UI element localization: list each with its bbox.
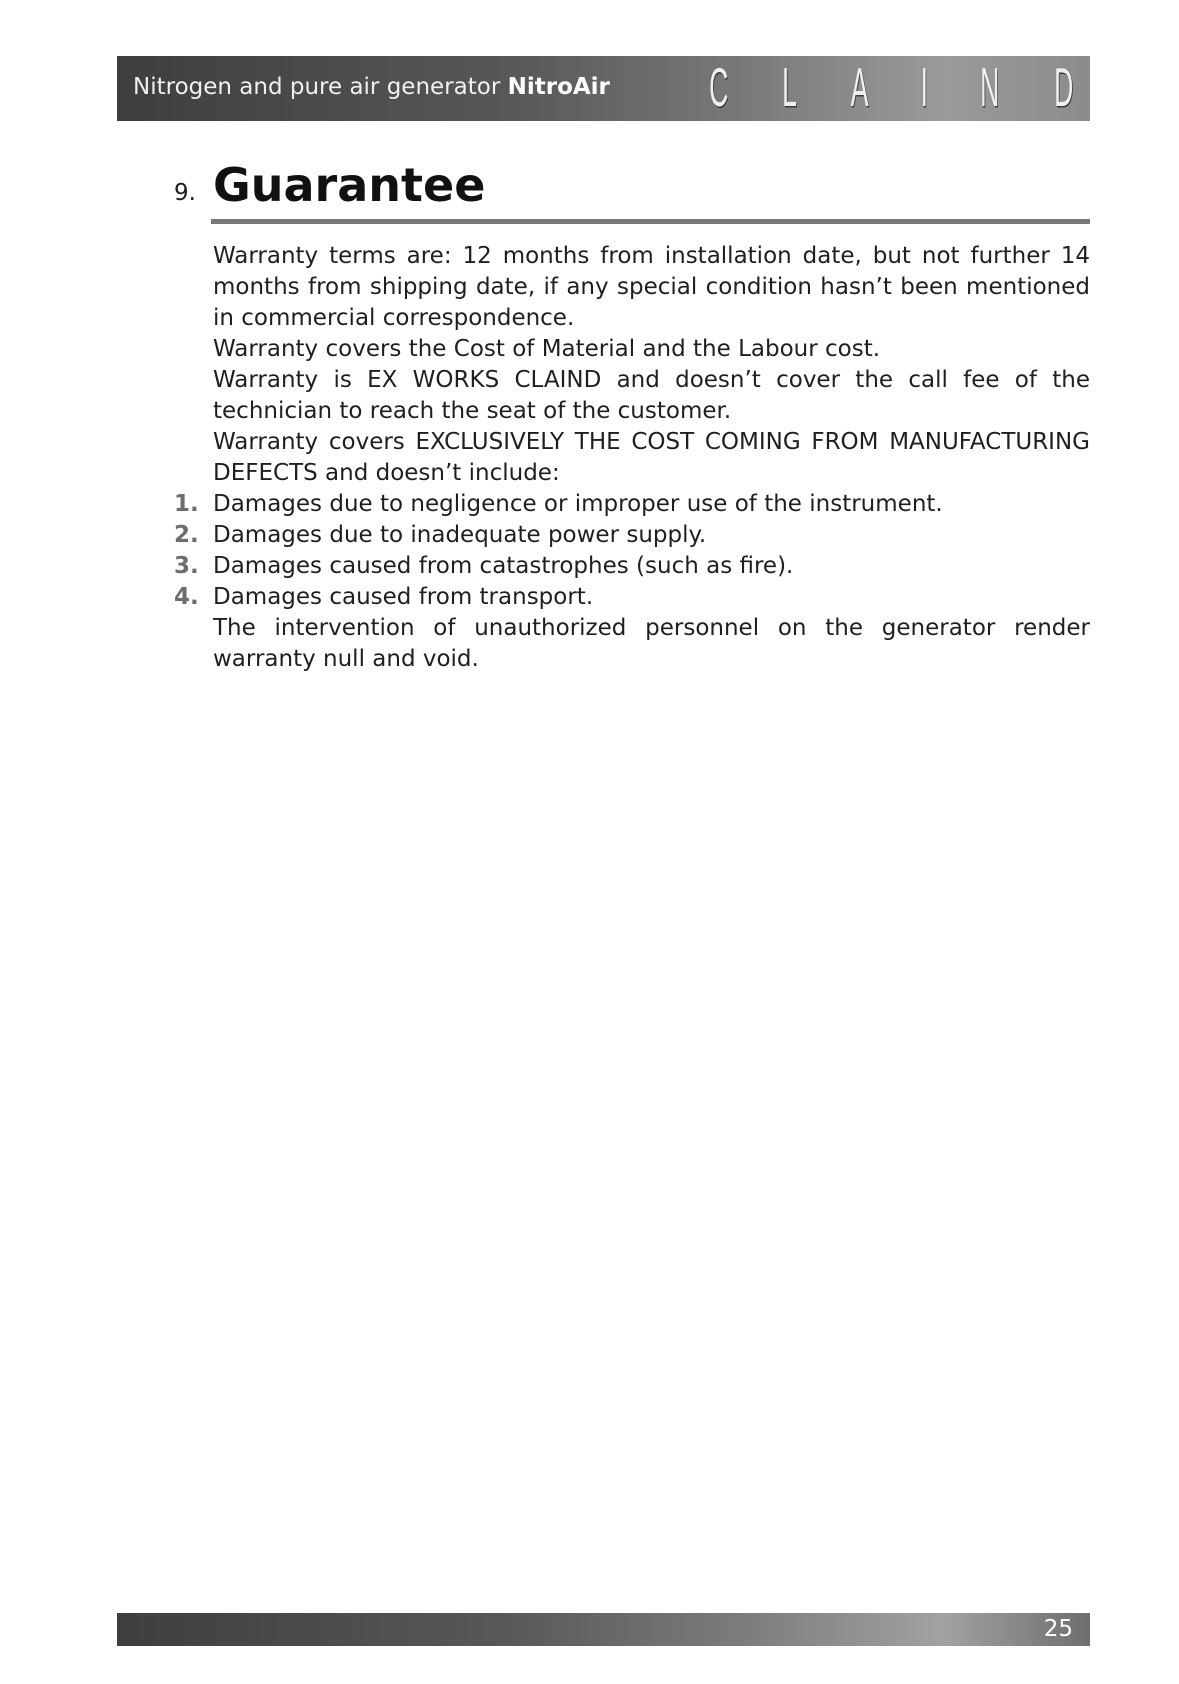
logo-letter: N <box>979 57 999 119</box>
section-body <box>174 241 1090 675</box>
paragraph-warranty-covers: Warranty covers the Cost of Material and the Labour cost. <box>213 336 881 362</box>
list-number: 1. <box>174 491 199 517</box>
paragraph-warranty-terms: Warranty terms are: 12 months from installation date, but not further 14 months from shipping date, if any special condition hasn’t been mentioned in commercial correspondence. <box>213 243 1090 331</box>
list-text: Damages caused from transport. <box>213 584 594 610</box>
paragraph-unauthorized: The intervention of unauthorized personnel on the generator render warranty null and void. <box>213 615 1090 672</box>
list-number: 3. <box>174 553 199 579</box>
list-item <box>174 520 1090 551</box>
page-number: 25 <box>1043 1616 1073 1642</box>
logo-letter: D <box>1053 57 1073 119</box>
product-name: NitroAir <box>507 74 610 100</box>
header-bar <box>117 56 1090 121</box>
list-item <box>174 582 1090 613</box>
section-title: Guarantee <box>213 158 486 212</box>
exclusions-list <box>174 489 1090 613</box>
list-text: Damages caused from catastrophes (such as fire). <box>213 553 794 579</box>
section-number: 9. <box>174 180 196 206</box>
footer-bar <box>117 1613 1090 1646</box>
logo-letter: I <box>920 57 928 119</box>
logo-letter: A <box>850 57 869 119</box>
logo-letter: C <box>709 57 729 119</box>
list-number: 4. <box>174 584 199 610</box>
document-title: Nitrogen and pure air generator NitroAir <box>133 74 610 100</box>
claind-logo <box>705 57 1077 119</box>
logo-letter: L <box>782 57 797 119</box>
paragraph-exclusively: Warranty covers EXCLUSIVELY THE COST COMING FROM MANUFACTURING DEFECTS and doesn’t include: <box>213 429 1090 486</box>
list-item <box>174 489 1090 520</box>
heading-divider <box>211 219 1090 224</box>
list-number: 2. <box>174 522 199 548</box>
list-text: Damages due to inadequate power supply. <box>213 522 707 548</box>
list-text: Damages due to negligence or improper use of the instrument. <box>213 491 943 517</box>
list-item <box>174 551 1090 582</box>
paragraph-ex-works: Warranty is EX WORKS CLAIND and doesn’t cover the call fee of the technician to reach the seat of the customer. <box>213 367 1090 424</box>
